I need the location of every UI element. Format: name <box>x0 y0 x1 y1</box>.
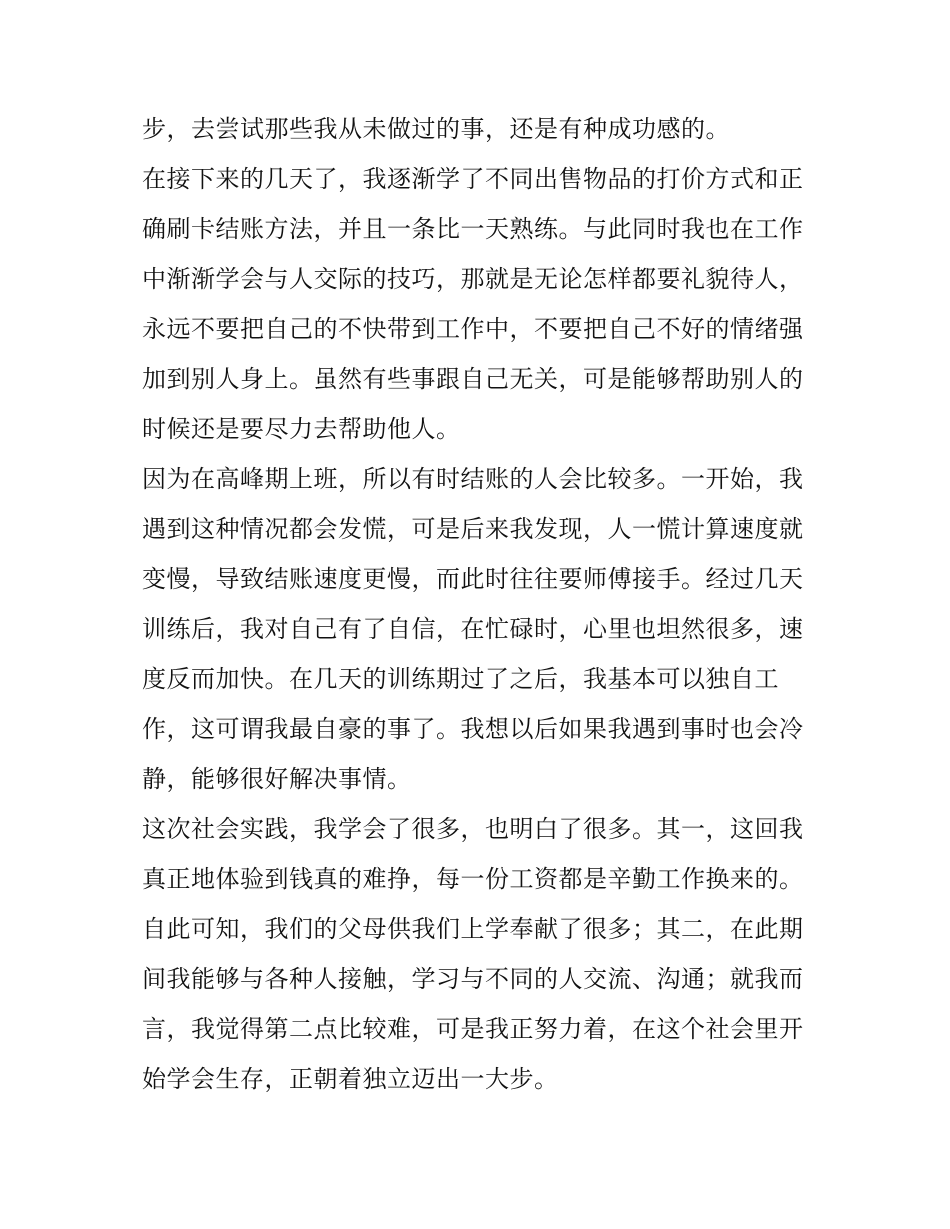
text-line: 永远不要把自己的不快带到工作中，不要把自己不好的情绪强 <box>142 315 804 343</box>
text-line: 真正地体验到钱真的难挣，每一份工资都是辛勤工作换来的。 <box>142 865 804 893</box>
text-line: 变慢，导致结账速度更慢，而此时往往要师傅接手。经过几天 <box>142 565 804 593</box>
text-line: 作，这可谓我最自豪的事了。我想以后如果我遇到事时也会冷 <box>142 715 804 743</box>
document-body <box>142 104 822 1104</box>
text-line: 度反而加快。在几天的训练期过了之后，我基本可以独自工 <box>142 665 779 693</box>
text-line: 确刷卡结账方法，并且一条比一天熟练。与此同时我也在工作 <box>142 215 804 243</box>
text-line: 步，去尝试那些我从未做过的事，还是有种成功感的。 <box>142 115 730 143</box>
text-line: 因为在高峰期上班，所以有时结账的人会比较多。一开始，我 <box>142 465 804 493</box>
text-line: 中渐渐学会与人交际的技巧，那就是无论怎样都要礼貌待人， <box>142 265 804 293</box>
text-line: 这次社会实践，我学会了很多，也明白了很多。其一，这回我 <box>142 815 804 843</box>
text-line: 加到别人身上。虽然有些事跟自己无关，可是能够帮助别人的 <box>142 365 804 393</box>
text-line: 在接下来的几天了，我逐渐学了不同出售物品的打价方式和正 <box>142 165 804 193</box>
text-line: 静，能够很好解决事情。 <box>142 765 412 793</box>
text-line: 始学会生存，正朝着独立迈出一大步。 <box>142 1065 559 1093</box>
text-line: 遇到这种情况都会发慌，可是后来我发现，人一慌计算速度就 <box>142 515 804 543</box>
text-line: 言，我觉得第二点比较难，可是我正努力着，在这个社会里开 <box>142 1015 804 1043</box>
text-line: 训练后，我对自己有了自信，在忙碌时，心里也坦然很多，速 <box>142 615 804 643</box>
text-line: 时候还是要尽力去帮助他人。 <box>142 415 461 443</box>
text-line: 间我能够与各种人接触，学习与不同的人交流、沟通；就我而 <box>142 965 804 993</box>
text-line: 自此可知，我们的父母供我们上学奉献了很多；其二，在此期 <box>142 915 804 943</box>
